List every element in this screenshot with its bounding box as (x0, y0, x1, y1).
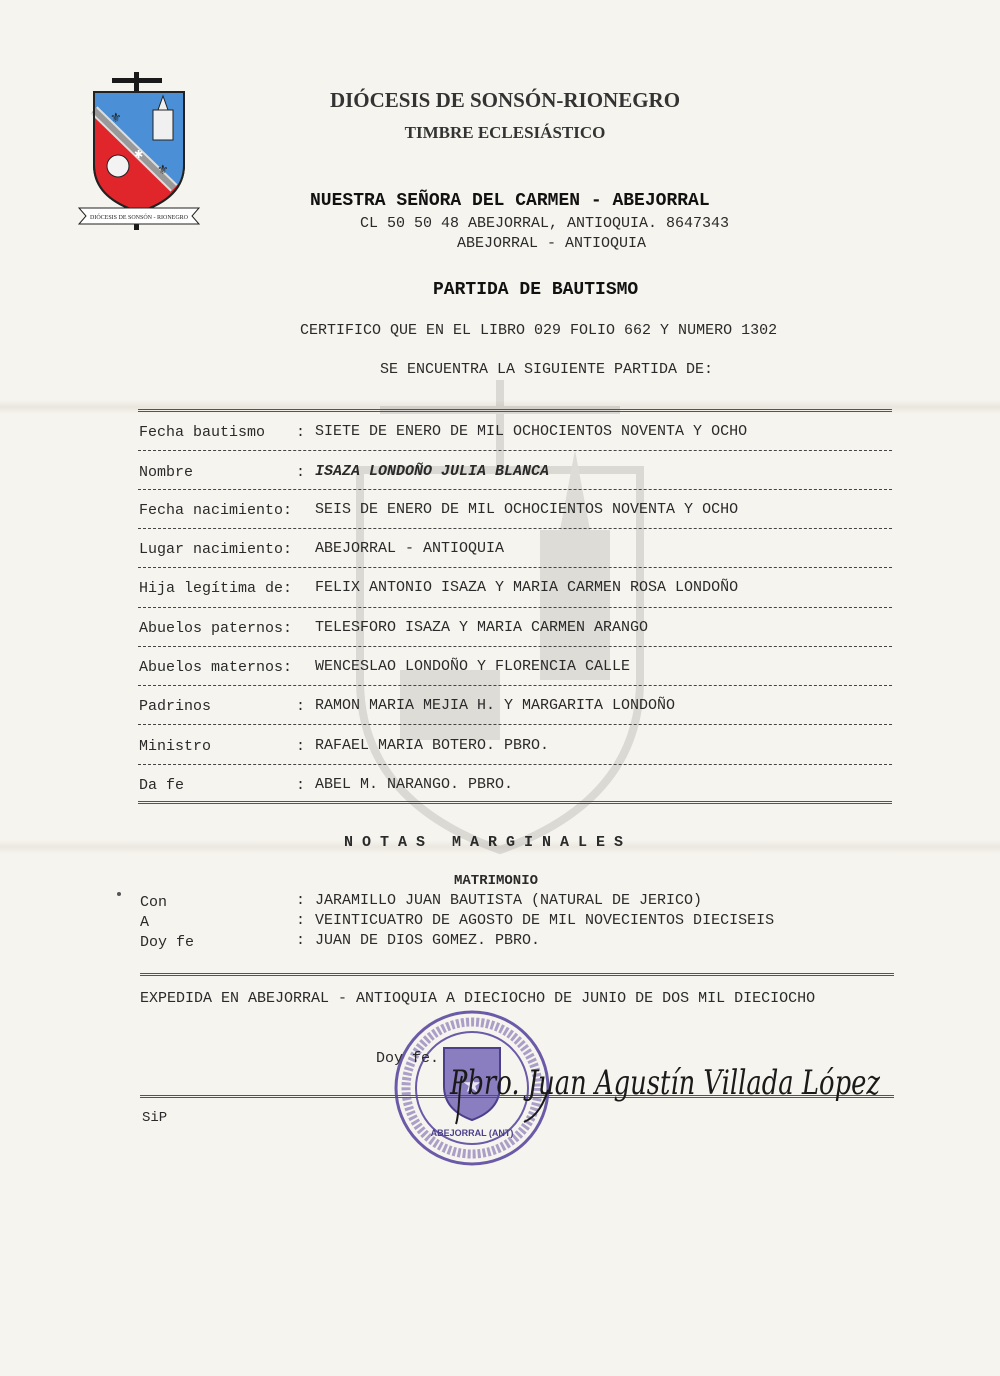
field-value-abuelos-paternos: TELESFORO ISAZA Y MARIA CARMEN ARANGO (315, 619, 649, 636)
dashed-rule (138, 764, 892, 765)
note-label-con: Con (140, 894, 168, 911)
svg-text:⚜: ⚜ (157, 163, 169, 178)
field-label-hija-legitima: Hija legítima de: (139, 580, 293, 597)
field-value-fecha-nacimiento: SEIS DE ENERO DE MIL OCHOCIENTOS NOVENTA Y OCHO (315, 501, 739, 518)
note-value-a: VEINTICUATRO DE AGOSTO DE MIL NOVECIENTOS DIECISEIS (315, 912, 775, 929)
field-value-ministro: RAFAEL MARIA BOTERO. PBRO. (315, 737, 550, 754)
note-label-a: A (140, 914, 150, 931)
issued-statement: EXPEDIDA EN ABEJORRAL - ANTIOQUIA A DIECIOCHO DE JUNIO DE DOS MIL DIECIOCHO (140, 990, 816, 1007)
field-separator: : (296, 464, 306, 481)
field-label-text: Abuelos paternos (139, 620, 284, 637)
priest-signature (440, 1052, 890, 1127)
diocese-coat-of-arms-logo (74, 70, 204, 235)
dashed-rule (138, 646, 892, 647)
doy-fe-label: Doy fe. (376, 1050, 440, 1067)
field-label-abuelos-paternos: Abuelos paternos: (139, 620, 293, 637)
field-label-abuelos-maternos: Abuelos maternos: (139, 659, 293, 676)
document-title: PARTIDA DE BAUTISMO (433, 280, 639, 300)
dashed-rule (138, 567, 892, 568)
field-value-lugar-nacimiento: ABEJORRAL - ANTIOQUIA (315, 540, 505, 557)
field-value-abuelos-maternos: WENCESLAO LONDOÑO Y FLORENCIA CALLE (315, 658, 631, 675)
dashed-rule (138, 450, 892, 451)
double-rule (140, 973, 894, 976)
field-label-fecha-bautismo: Fecha bautismo (139, 424, 266, 441)
dashed-rule (138, 607, 892, 608)
svg-text:ABEJORRAL (ANT): ABEJORRAL (ANT) (430, 1128, 514, 1138)
field-separator: : (296, 424, 306, 441)
field-separator: : (296, 912, 306, 929)
field-separator: : (296, 738, 306, 755)
field-value-fecha-bautismo: SIETE DE ENERO DE MIL OCHOCIENTOS NOVENTA Y OCHO (315, 423, 748, 440)
notes-title: NOTAS MARGINALES (344, 834, 633, 851)
parish-address: CL 50 50 48 ABEJORRAL, ANTIOQUIA. 8647343 (360, 215, 730, 232)
field-label-ministro: Ministro (139, 738, 212, 755)
field-separator: : (296, 932, 306, 949)
dashed-rule (138, 528, 892, 529)
field-label-lugar-nacimiento: Lugar nacimiento: (139, 541, 293, 558)
field-separator: : (296, 892, 306, 909)
note-label-doy-fe: Doy fe (140, 934, 195, 951)
field-label-text: Fecha nacimiento (139, 502, 284, 519)
field-value-nombre: ISAZA LONDOÑO JULIA BLANCA (315, 463, 550, 480)
double-rule (138, 409, 892, 412)
field-value-da-fe: ABEL M. NARANGO. PBRO. (315, 776, 514, 793)
intro-line: SE ENCUENTRA LA SIGUIENTE PARTIDA DE: (380, 361, 714, 378)
notes-subtitle: MATRIMONIO (454, 873, 539, 889)
certification-line: CERTIFICO QUE EN EL LIBRO 029 FOLIO 662 Y NUMERO 1302 (300, 322, 778, 339)
field-value-padrinos: RAMON MARIA MEJIA H. Y MARGARITA LONDOÑO (315, 697, 676, 714)
svg-text:DIÓCESIS DE SONSÓN - RIONEGRO: DIÓCESIS DE SONSÓN - RIONEGRO (89, 215, 189, 221)
svg-text:✱: ✱ (134, 148, 144, 161)
note-value-doy-fe: JUAN DE DIOS GOMEZ. PBRO. (315, 932, 541, 949)
timbre-label: TIMBRE ECLESIÁSTICO (404, 123, 606, 142)
dashed-rule (138, 724, 892, 725)
svg-text:★: ★ (462, 1073, 482, 1098)
dashed-rule (138, 489, 892, 490)
field-label-text: Lugar nacimiento (139, 541, 284, 558)
diocese-name: DIÓCESIS DE SONSÓN-RIONEGRO (329, 88, 681, 112)
note-value-con: JARAMILLO JUAN BAUTISTA (NATURAL DE JERICO) (315, 892, 703, 909)
field-label-text: Abuelos maternos (139, 659, 284, 676)
svg-text:⚜: ⚜ (110, 111, 122, 126)
field-value-hija-legitima: FELIX ANTONIO ISAZA Y MARIA CARMEN ROSA LONDOÑO (315, 579, 739, 596)
dashed-rule (138, 685, 892, 686)
parish-city: ABEJORRAL - ANTIOQUIA (457, 235, 647, 252)
field-label-padrinos: Padrinos (139, 698, 212, 715)
field-label-da-fe: Da fe (139, 777, 185, 794)
field-label-nombre: Nombre (139, 464, 194, 481)
double-rule (138, 801, 892, 804)
svg-text:Pbro. Juan Agustín Villada Lóp: Pbro. Juan Agustín Villada López (449, 1063, 881, 1103)
field-label-text: Hija legítima de (139, 580, 284, 597)
parish-name: NUESTRA SEÑORA DEL CARMEN - ABEJORRAL (310, 191, 710, 211)
field-separator: : (296, 698, 306, 715)
field-label-fecha-nacimiento: Fecha nacimiento: (139, 502, 293, 519)
initials: SiP (142, 1110, 168, 1126)
field-separator: : (296, 777, 306, 794)
ink-dot (117, 892, 121, 896)
